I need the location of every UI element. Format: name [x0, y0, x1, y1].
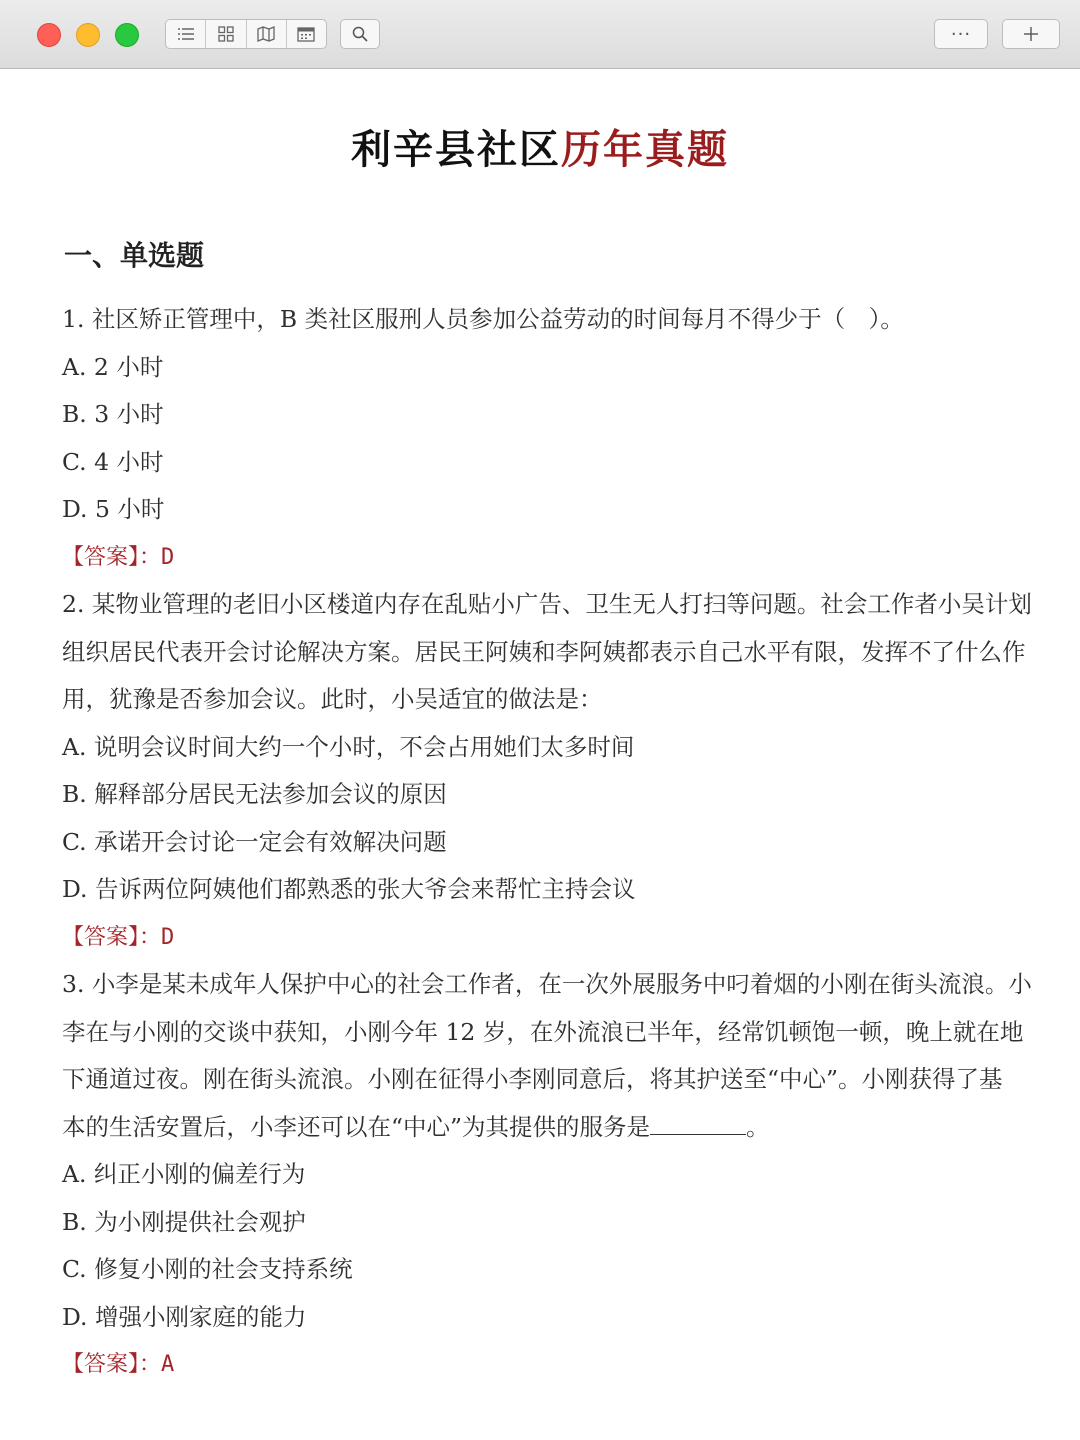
view-mode-segmented-control — [165, 19, 327, 49]
page-title-black: 利辛县社区 — [351, 127, 561, 173]
calendar-icon — [297, 26, 315, 42]
grid-view-button[interactable] — [206, 20, 246, 48]
map-icon — [257, 26, 275, 42]
minimize-window-button[interactable] — [76, 23, 100, 47]
option-d: D. 告诉两位阿姨他们都熟悉的张大爷会来帮忙主持会议 — [62, 875, 636, 903]
list-view-button[interactable] — [166, 20, 206, 48]
more-icon: ··· — [950, 23, 972, 45]
close-window-button[interactable] — [37, 23, 61, 47]
more-button[interactable] — [934, 19, 988, 49]
option-d: D. 5 小时 — [62, 495, 165, 523]
add-icon — [1023, 26, 1039, 42]
question-text-line: 下通道过夜。刚在街头流浪。小刚在征得小李刚同意后，将其护送至“中心”。小刚获得了基 — [62, 1065, 1003, 1093]
question-text-line: 用，犹豫是否参加会议。此时，小吴适宜的做法是： — [62, 685, 603, 713]
question-2 — [62, 581, 1058, 961]
question-1 — [62, 296, 1058, 581]
option-c: C. 修复小刚的社会支持系统 — [62, 1255, 353, 1283]
add-button[interactable] — [1002, 19, 1060, 49]
list-view-icon — [177, 27, 195, 41]
option-b: B. 3 小时 — [62, 400, 164, 428]
question-text-line: 1. 社区矫正管理中，B 类社区服刑人员参加公益劳动的时间每月不得少于（ ）。 — [62, 305, 904, 333]
question-text-line: 李在与小刚的交谈中获知，小刚今年 12 岁，在外流浪已半年，经常饥顿饱一顿，晚上就在地 — [62, 1017, 1024, 1046]
question-3 — [62, 961, 1058, 1389]
answer-label: 【答案】：A — [62, 1352, 175, 1377]
search-button[interactable] — [340, 19, 380, 49]
option-d: D. 增强小刚家庭的能力 — [62, 1302, 307, 1331]
question-text-suffix: 。 — [746, 1112, 770, 1141]
question-text-line: 组织居民代表开会讨论解决方案。居民王阿姨和李阿姨都表示自己水平有限，发挥不了什么作 — [62, 637, 1026, 666]
question-text-line: 3. 小李是某未成年人保护中心的社会工作者，在一次外展服务中叼着烟的小刚在街头流浪。小 — [62, 970, 1032, 998]
question-text-line: 2. 某物业管理的老旧小区楼道内存在乱贴小广告、卫生无人打扫等问题。社会工作者小吴计划 — [62, 590, 1032, 618]
page-title-red: 历年真题 — [561, 127, 729, 173]
question-text-line — [62, 1104, 1058, 1152]
search-icon — [352, 26, 368, 42]
calendar-view-button[interactable] — [287, 20, 326, 48]
answer-label: 【答案】：D — [62, 924, 175, 950]
fill-in-blank — [650, 1114, 746, 1135]
question-list — [62, 296, 1058, 1389]
window-toolbar — [0, 0, 1080, 69]
page-title — [0, 88, 1080, 212]
answer-label: 【答案】：D — [62, 544, 175, 570]
option-a: A. 纠正小刚的偏差行为 — [62, 1160, 306, 1188]
option-c: C. 承诺开会讨论一定会有效解决问题 — [62, 827, 447, 856]
option-a: A. 说明会议时间大约一个小时，不会占用她们太多时间 — [62, 732, 635, 761]
option-c: C. 4 小时 — [62, 447, 164, 476]
map-view-button[interactable] — [247, 20, 287, 48]
zoom-window-button[interactable] — [115, 23, 139, 47]
option-b: B. 解释部分居民无法参加会议的原因 — [62, 780, 447, 808]
grid-view-icon — [218, 26, 234, 42]
option-a: A. 2 小时 — [62, 352, 164, 381]
section-heading: 一、单选题 — [64, 239, 205, 272]
question-text-fragment: 本的生活安置后，小李还可以在“中心”为其提供的服务是 — [62, 1112, 651, 1141]
option-b: B. 为小刚提供社会观护 — [62, 1207, 306, 1236]
